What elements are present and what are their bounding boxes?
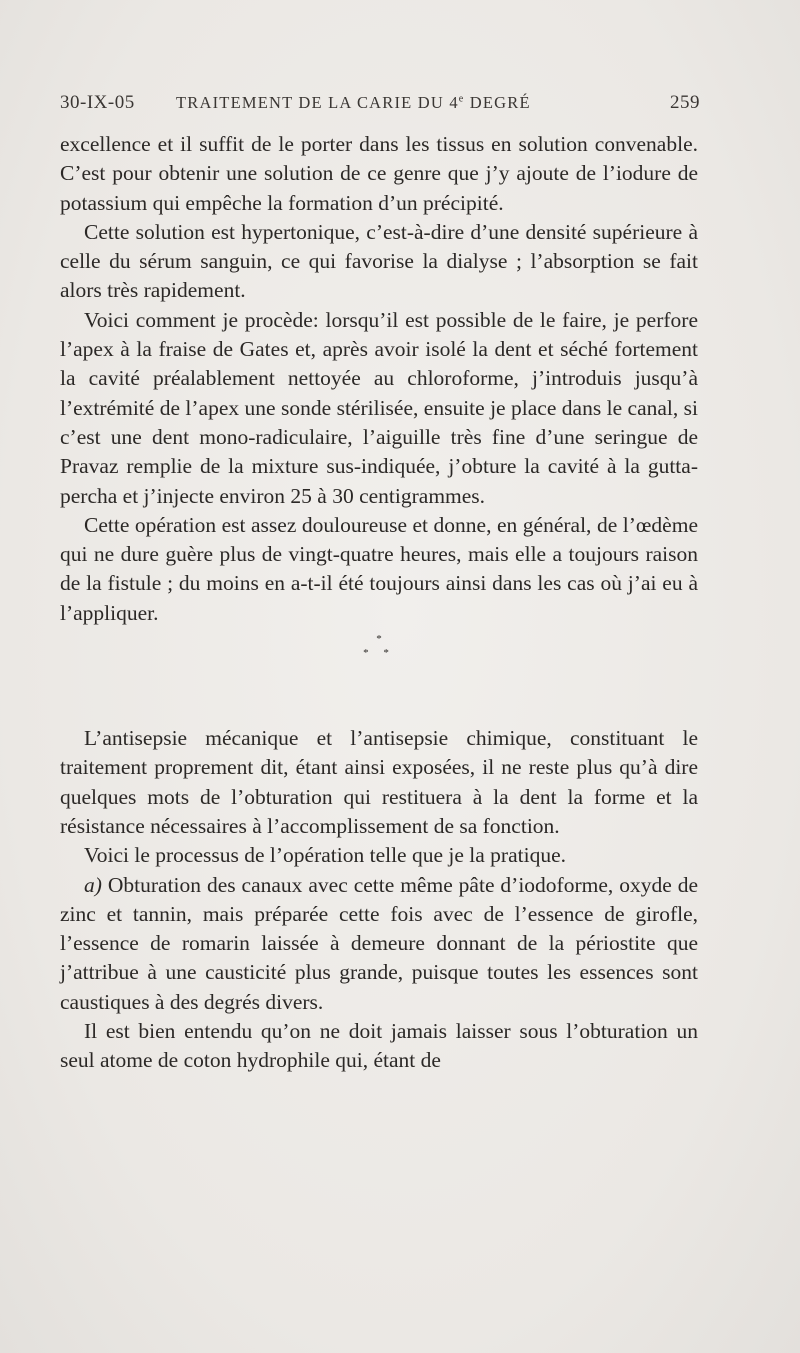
asterism-star-top: *: [376, 633, 382, 646]
paragraph: excellence et il suffit de le porter dans les tissus en solution convenable. C’est pour obtenir une solution de ce genre que j’y ajoute de l’iodure de potassium qui empêche la formation d’un précipité.: [60, 132, 698, 215]
paragraph: Voici le processus de l’opération telle que je la pratique.: [84, 843, 566, 868]
running-header: [60, 92, 700, 122]
paragraph: Cette opération est assez douloureuse et donne, en général, de l’œdème qui ne dure guère plus de vingt-quatre heures, mais elle a toujours raison de la fistule ; du moins en a-t-il été toujours ainsi dans les cas où j’ai eu à l’appliquer.: [60, 512, 698, 625]
body-text: [60, 130, 698, 1076]
page-number: 259: [670, 92, 700, 113]
paragraph: L’antisepsie mécanique et l’antisepsie chimique, constituant le traitement proprement dit, étant ainsi exposées, il ne reste plus qu’à dire quelques mots de l’obturation qui restituera à la dent la forme et la résistance nécessaires à l’accomplissement de sa fonction.: [60, 726, 698, 838]
running-title-superscript: e: [458, 93, 465, 105]
running-title: [176, 93, 531, 113]
list-marker: a): [84, 872, 102, 897]
asterism-star-row: * *: [363, 647, 395, 660]
running-title-main: TRAITEMENT DE LA CARIE DU 4: [176, 93, 459, 112]
list-item-text: Obturation des canaux avec cette même pâte d’iodoforme, oxyde de zinc et tannin, mais préparée cette fois avec de l’essence de girofle, l’essence de romarin laissée à demeure donnant de la périostite que j’attribue à une causticité plus grande, puisque toutes les essences sont caustiques à des degrés divers.: [60, 872, 698, 1014]
paragraph-list-item: [60, 871, 698, 1017]
section-asterism: [60, 628, 698, 724]
paragraph: Il est bien entendu qu’on ne doit jamais laisser sous l’obturation un seul atome de coton hydrophile qui, étant de: [60, 1019, 698, 1073]
running-title-end: DEGRÉ: [464, 93, 531, 112]
paragraph: Cette solution est hypertonique, c’est-à-dire d’une densité supérieure à celle du sérum sanguin, ce qui favorise la dialyse ; l’absorption se fait alors très rapidement.: [60, 219, 698, 303]
header-date: 30-IX-05: [60, 92, 135, 113]
paragraph: Voici comment je procède: lorsqu’il est possible de le faire, je perfore l’apex à la fraise de Gates et, après avoir isolé la dent et séché fortement la cavité préalablement nettoyée au chloroforme, j’introduis jusqu’à l’extrémité de l’apex une sonde stérilisée, ensuite je place dans le canal, si c’est une dent mono-radiculaire, l’aiguille très fine d’une seringue de Pravaz remplie de la mixture sus-indiquée, j’obture la cavité à la gutta-percha et j’injecte environ 25 à 30 centigrammes.: [60, 307, 698, 508]
